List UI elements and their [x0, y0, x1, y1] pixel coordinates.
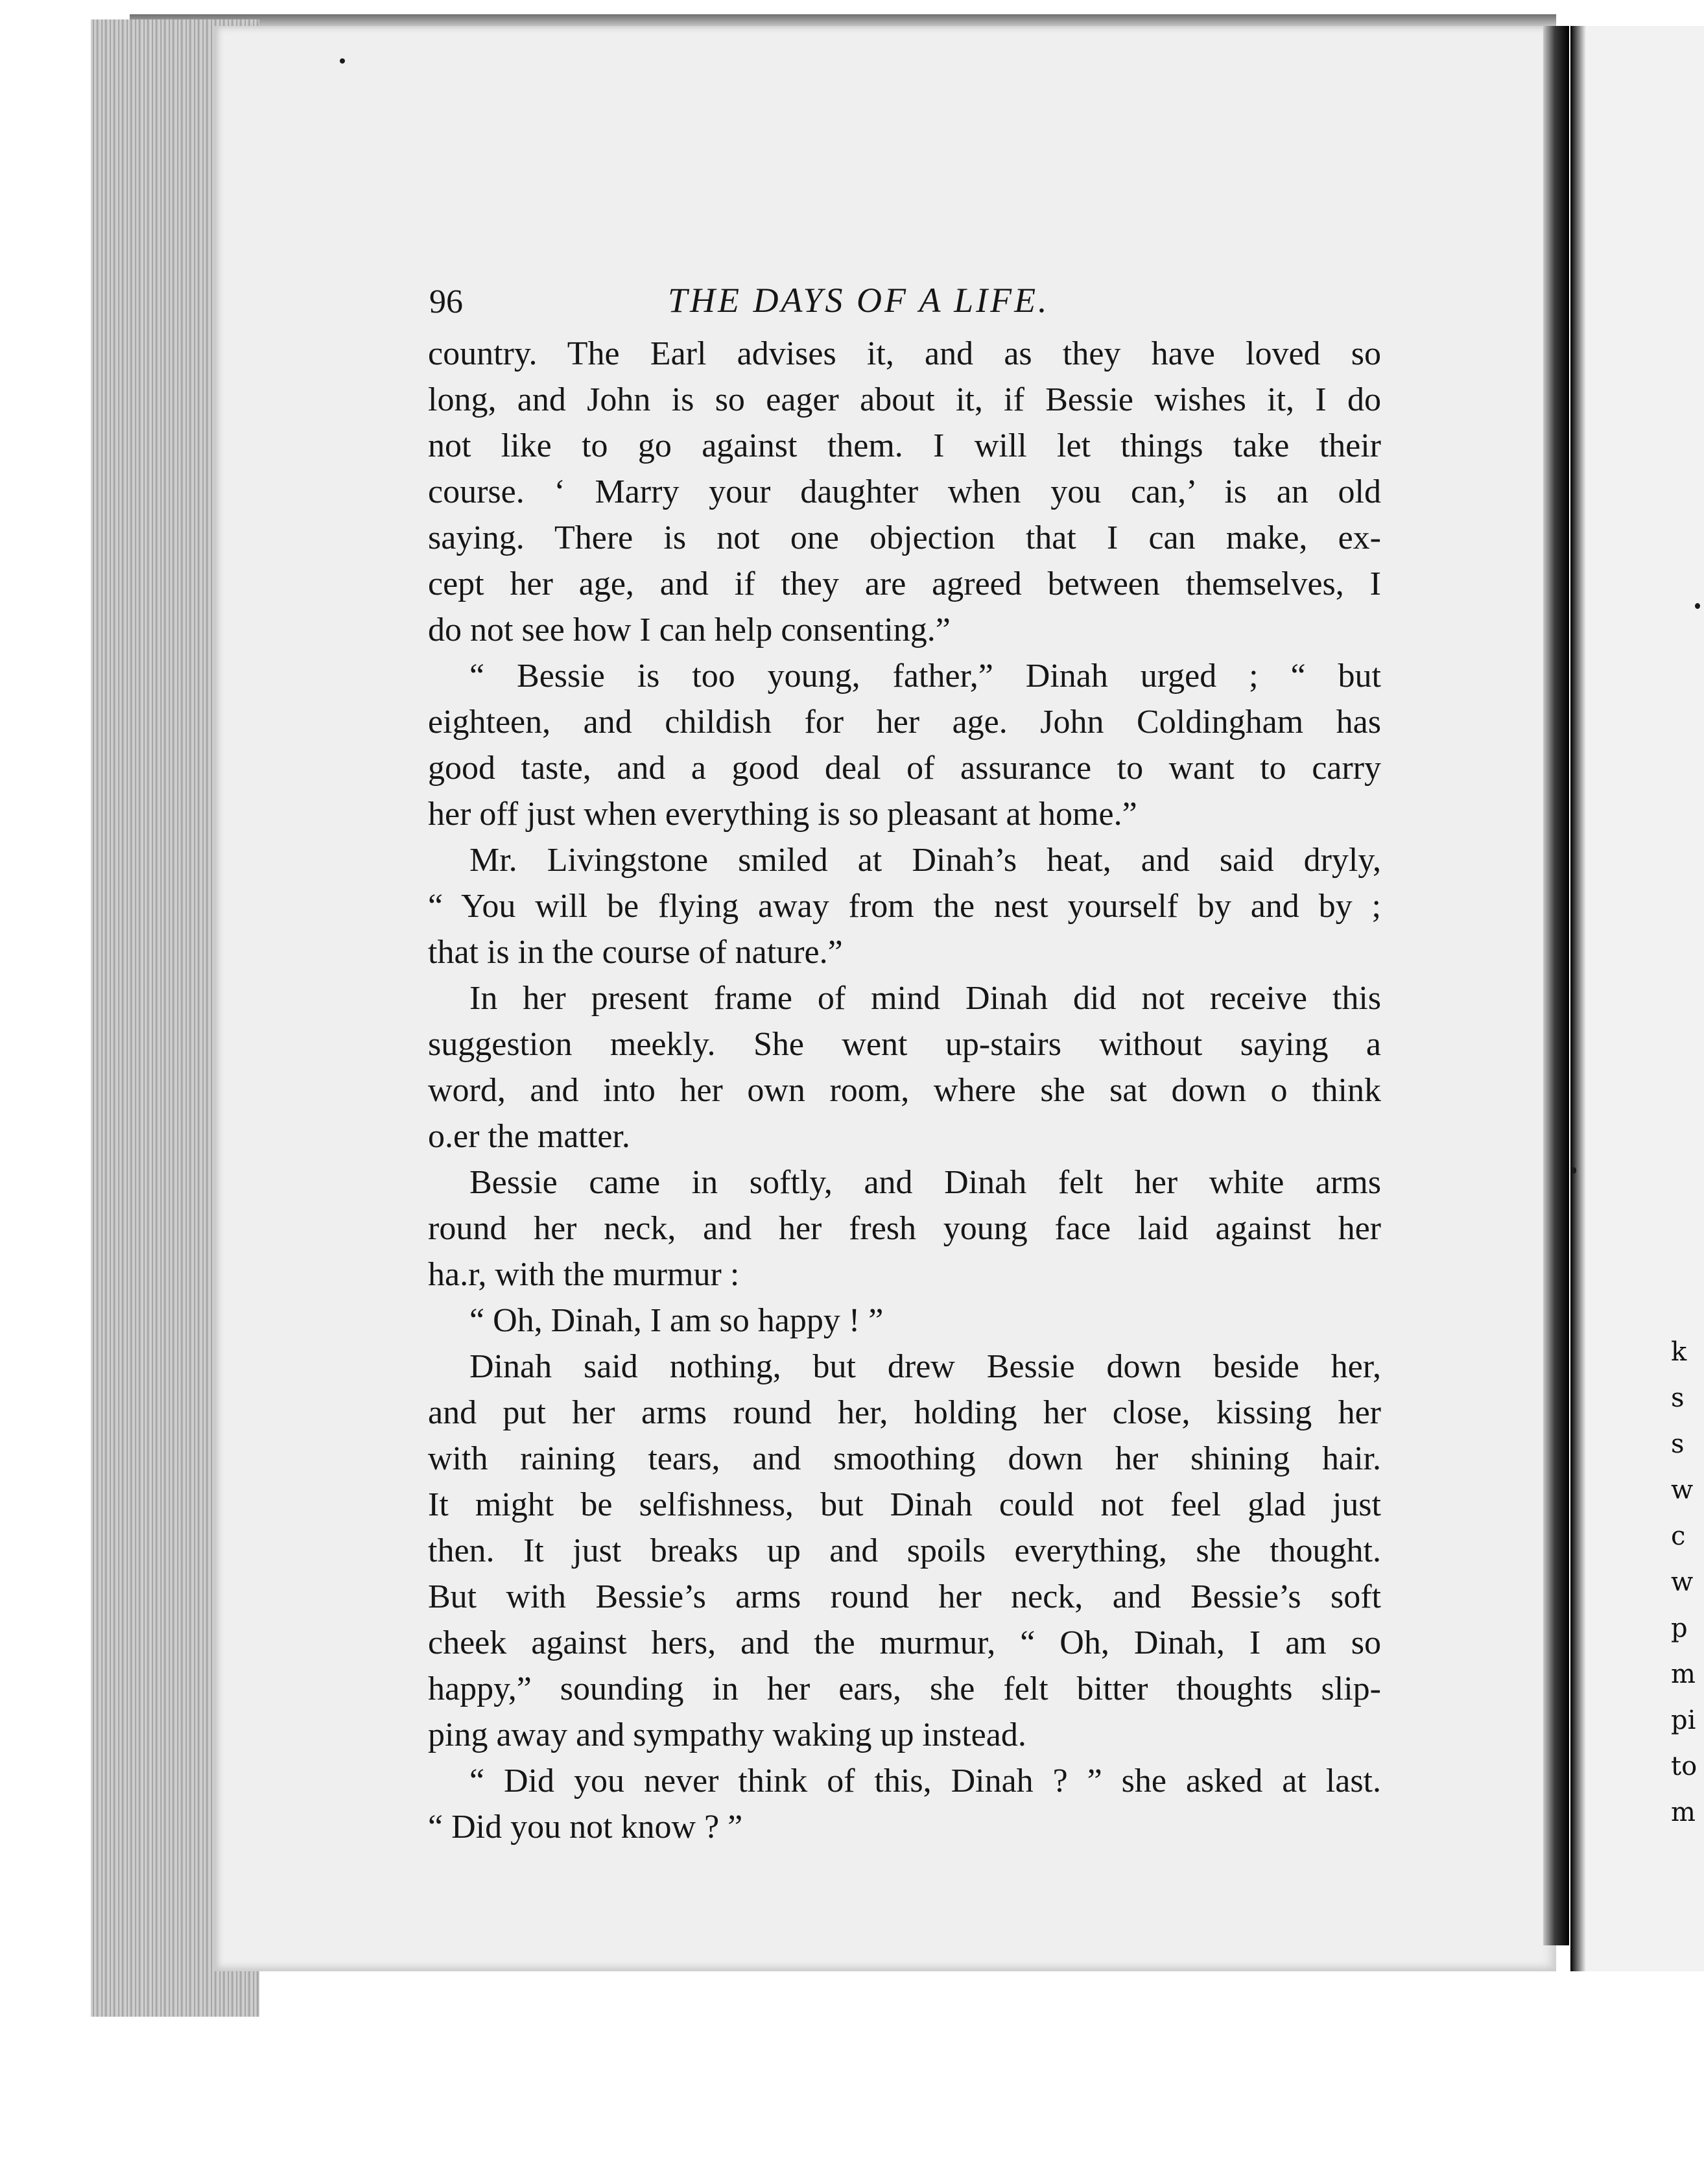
facing-page-line-fragment: w	[1671, 1475, 1694, 1505]
facing-page-line-fragment: c	[1671, 1521, 1686, 1551]
paragraph	[428, 653, 1381, 837]
paragraph	[428, 975, 1381, 1159]
book-gutter	[1543, 26, 1569, 1945]
facing-page-line-fragment: m	[1671, 1659, 1696, 1689]
text-line: good taste, and a good deal of assurance to want to carry	[428, 750, 1381, 787]
facing-page-line-fragment: k	[1671, 1337, 1687, 1367]
facing-page-line-fragment: p	[1671, 1613, 1688, 1643]
text-line: o.er the matter.	[428, 1118, 630, 1155]
facing-page-line-fragment: pi	[1671, 1705, 1696, 1735]
running-head	[428, 259, 1381, 331]
text-line: round her neck, and her fresh young face laid against her	[428, 1210, 1381, 1247]
text-line: Dinah said nothing, but drew Bessie down beside her,	[469, 1348, 1381, 1385]
text-line: Mr. Livingstone smiled at Dinah’s heat, and said dryly,	[469, 842, 1381, 879]
paragraph	[428, 1344, 1381, 1758]
text-line: “ Bessie is too young, father,” Dinah urged ; “ but	[469, 658, 1381, 694]
text-line: In her present frame of mind Dinah did not receive this	[469, 980, 1381, 1017]
text-line: country. The Earl advises it, and as they have loved so	[428, 335, 1381, 372]
text-line: Bessie came in softly, and Dinah felt her white arms	[469, 1164, 1381, 1201]
facing-page-line-fragment: s	[1671, 1383, 1685, 1413]
paragraph	[428, 331, 1381, 653]
text-line: “ Oh, Dinah, I am so happy ! ”	[469, 1302, 884, 1339]
text-line: saying. There is not one objection that I can make, ex-	[428, 519, 1381, 556]
page-number: 96	[429, 283, 463, 320]
facing-page-shadow	[1570, 26, 1586, 1971]
text-line: do not see how I can help consenting.”	[428, 611, 951, 648]
facing-page-line-fragment: to	[1671, 1751, 1698, 1781]
facing-page-line-fragment: m	[1671, 1798, 1696, 1827]
text-line: with raining tears, and smoothing down her shining hair.	[428, 1440, 1381, 1477]
text-line: cheek against hers, and the murmur, “ Oh, Dinah, I am so	[428, 1624, 1381, 1661]
paragraph	[428, 837, 1381, 975]
text-line: not like to go against them. I will let things take their	[428, 427, 1381, 464]
text-line: It might be selfishness, but Dinah could not feel glad just	[428, 1486, 1381, 1523]
facing-page-cropped-text	[1671, 1329, 1697, 1836]
text-line: suggestion meekly. She went up-stairs without saying a	[428, 1026, 1381, 1063]
text-line: happy,” sounding in her ears, she felt bitter thoughts slip-	[428, 1670, 1381, 1707]
dust-speck	[1695, 603, 1700, 609]
text-line: ha.r, with the murmur :	[428, 1256, 740, 1293]
paragraph	[428, 1758, 1381, 1850]
text-line: course. ‘ Marry your daughter when you can,’ is an old	[428, 473, 1381, 510]
facing-page	[1570, 26, 1704, 1971]
text-line: “ You will be flying away from the nest yourself by and by ;	[428, 888, 1381, 925]
running-title: THE DAYS OF A LIFE.	[668, 281, 1050, 320]
text-line: eighteen, and childish for her age. John Coldingham has	[428, 704, 1381, 741]
text-line: then. It just breaks up and spoils everything, she thought.	[428, 1532, 1381, 1569]
text-block	[428, 259, 1381, 1850]
text-line: that is in the course of nature.”	[428, 934, 843, 971]
text-line: “ Did you not know ? ”	[428, 1809, 743, 1846]
text-line: and put her arms round her, holding her close, kissing her	[428, 1394, 1381, 1431]
dust-speck	[340, 58, 345, 64]
paragraph	[428, 1159, 1381, 1298]
dust-speck	[1572, 1167, 1576, 1174]
paragraph	[428, 1298, 1381, 1344]
body-text	[428, 331, 1381, 1850]
text-line: ping away and sympathy waking up instead.	[428, 1716, 1026, 1753]
text-line: her off just when everything is so pleasant at home.”	[428, 796, 1137, 833]
text-line: word, and into her own room, where she sat down o think	[428, 1072, 1381, 1109]
facing-page-line-fragment: s	[1671, 1429, 1685, 1459]
text-line: “ Did you never think of this, Dinah ? ” she asked at last.	[469, 1763, 1381, 1799]
text-line: But with Bessie’s arms round her neck, and Bessie’s soft	[428, 1578, 1381, 1615]
text-line: cept her age, and if they are agreed between themselves, I	[428, 565, 1381, 602]
text-line: long, and John is so eager about it, if Bessie wishes it, I do	[428, 381, 1381, 418]
facing-page-line-fragment: w	[1671, 1567, 1694, 1597]
